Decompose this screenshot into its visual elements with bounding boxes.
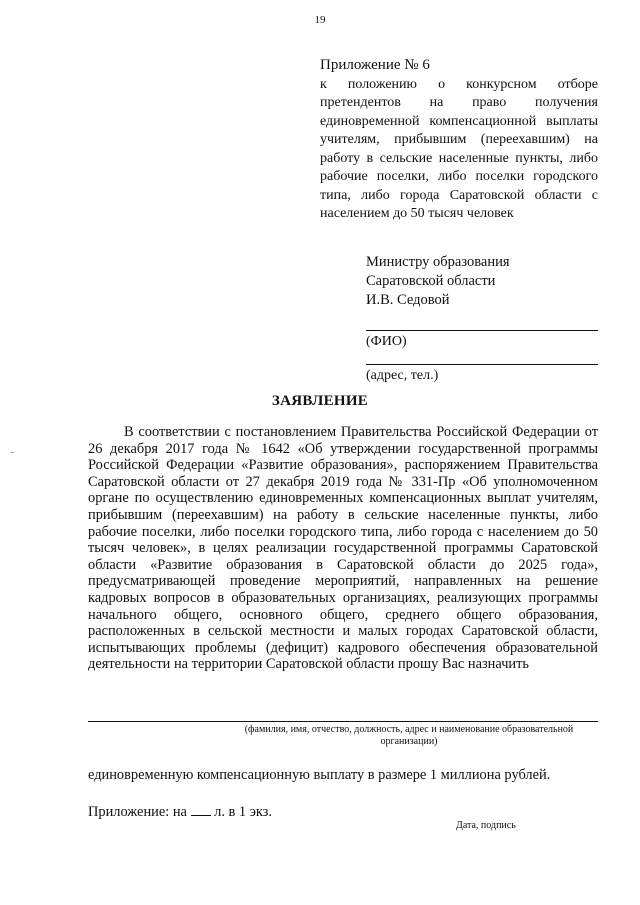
appendix-text: к положению о конкурсном отборе претендентов на право получения единовременной компенсационной выплаты учителям, прибывшим (переехавшим) на работу в сельские населенные пункты, либо рабочие поселки, либо поселки городского типа, либо города Саратовской области с населением до 50 тысяч человек: [320, 76, 598, 221]
attachment-line: [88, 803, 388, 821]
document-heading: ЗАЯВЛЕНИЕ: [271, 393, 369, 409]
fio-fill-line[interactable]: [366, 310, 598, 331]
addressee-block: [366, 253, 598, 384]
addressee-line-3: И.В. Седовой: [366, 292, 450, 308]
statement-body: В соответствии с постановлением Правительства Российской Федерации от 26 декабря 2017 года № 1642 «Об утверждении государственной программы Российской Федерации «Развитие образования», распоряжением Правительства Саратовской области от 27 декабря 2019 года № 331-Пр «Об уполномоченном органе по осуществлению единовременных компенсационных выплат учителям, прибывшим (переехавшим) на работу в сельские населенные пункты, либо рабочие поселки, либо поселки городского типа, либо города с населением до 50 тысяч человек», в целях реализации государственной программы Саратовской области «Развитие образования в Саратовской области до 2025 года», предусматривающей проведение мероприятий, направленных на решение кадровых вопросов в образовательных организациях, реализующих программы начального общего, основного общего, среднего общего образования, расположенных в сельской местности и малых городах Саратовской области, испытывающих проблемы (дефицит) кадрового обеспечения образовательной деятельности на территории Саратовской области прошу Вас назначить: [88, 424, 598, 673]
addressee-line-2: Саратовской области: [366, 273, 496, 289]
attachment-pages-blank[interactable]: [191, 803, 211, 816]
fio-caption: (ФИО): [366, 334, 407, 349]
appendix-block: [320, 56, 598, 224]
addressee-line-1: Министру образования: [366, 254, 510, 270]
attachment-suffix: л. в 1 экз.: [214, 804, 272, 820]
date-signature-label: Дата, подпись: [456, 820, 516, 831]
payment-text: единовременную компенсационную выплату в размере 1 миллиона рублей.: [88, 767, 551, 783]
page-number: 19: [314, 14, 326, 26]
applicant-fill-line[interactable]: [88, 721, 598, 722]
applicant-caption: (фамилия, имя, отчество, должность, адрес и наименование образовательной организации): [244, 724, 574, 747]
attachment-prefix: Приложение: на: [88, 804, 187, 820]
margin-mark: [11, 452, 14, 453]
address-fill-line[interactable]: [366, 350, 598, 365]
address-caption: (адрес, тел.): [366, 368, 439, 383]
appendix-title: Приложение № 6: [320, 57, 430, 73]
